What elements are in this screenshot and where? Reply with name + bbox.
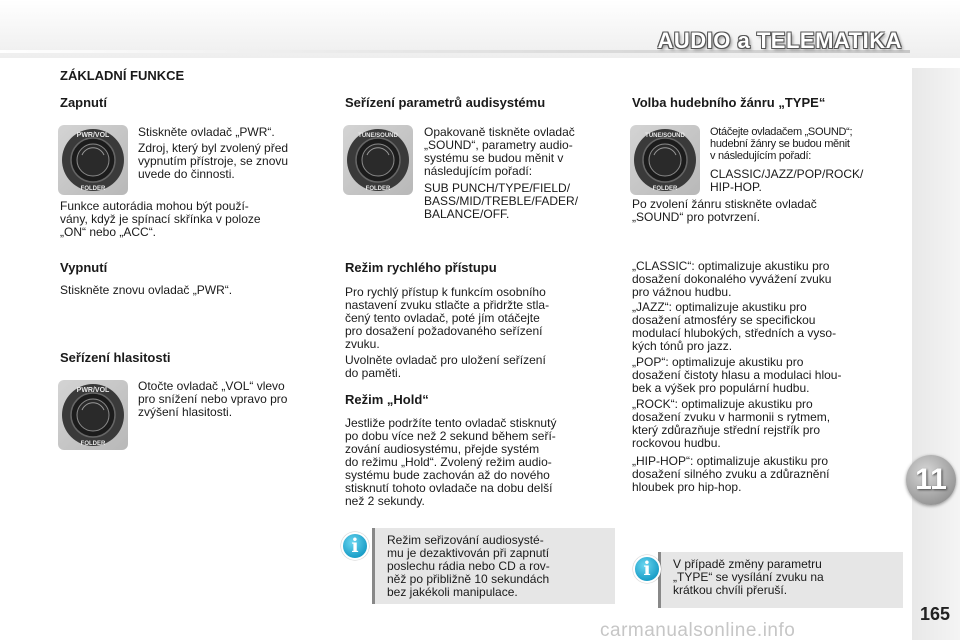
info-icon: i — [633, 555, 661, 583]
hlasitost-p1 — [138, 380, 328, 419]
text-line: nastavení zvuku stlačte a přidržte stla- — [345, 298, 550, 312]
knob-label-folder: FOLDER — [80, 441, 106, 447]
text-line: po dobu více než 2 sekund během seří- — [345, 429, 556, 443]
pwr-vol-knob-icon — [58, 125, 128, 195]
text-line: pro vážnou hudbu. — [632, 285, 732, 299]
text-line: CLASSIC/JAZZ/POP/ROCK/ — [710, 167, 864, 181]
sound-knob-image — [630, 125, 700, 195]
section-title: ZÁKLADNÍ FUNKCE — [60, 68, 185, 83]
text-line: do režimu „Hold“. Zvolený režim audio- — [345, 455, 552, 469]
rychly-p2 — [345, 354, 614, 380]
style-classic — [632, 260, 903, 299]
knob-label-folder: FOLDER — [80, 186, 106, 192]
text-line: Pro rychlý přístup k funkcím osobního — [345, 285, 546, 299]
chapter-number: 11 — [915, 463, 947, 496]
text-line: „TYPE“ se vysílání zvuku na — [673, 570, 824, 584]
text-line: krátkou chvíli přeruší. — [673, 583, 788, 597]
knob-label-tune: TUNE/SOUND — [358, 133, 398, 139]
text-line: který zdůrazňuje střední rejstřík pro — [632, 423, 821, 437]
text-line: systému bude zachován až do nového — [345, 468, 550, 482]
knob-label-tune: TUNE/SOUND — [645, 133, 685, 139]
text-line: „ON“ nebo „ACC“. — [60, 225, 157, 239]
text-line: dosažení atmosféry se specifickou — [632, 313, 816, 327]
chapter-strip — [912, 68, 960, 640]
text-line: SUB PUNCH/TYPE/FIELD/ — [424, 181, 571, 195]
heading-hlasitost: Seřízení hlasitosti — [60, 350, 171, 365]
watermark: carmanualsonline.info — [600, 620, 796, 640]
text-line: V případě změny parametru — [673, 557, 822, 571]
heading-rychly: Režim rychlého přístupu — [345, 260, 497, 275]
heading-hold: Režim „Hold“ — [345, 392, 429, 407]
text-line: do paměti. — [345, 366, 402, 380]
text-line: následujícím pořadí: — [424, 164, 533, 178]
zapnuti-p1: Stiskněte ovladač „PWR“. — [138, 125, 275, 139]
zapnuti-p3 — [60, 200, 328, 239]
info-icon: i — [341, 532, 369, 560]
audio-p2 — [424, 182, 614, 221]
text-line: dosažení zvuku v harmonii s rytmem, — [632, 410, 831, 424]
text-line: „ROCK“: optimalizuje akustiku pro — [632, 397, 813, 411]
heading-audio: Seřízení parametrů audisystému — [345, 95, 546, 110]
info-audio-text — [387, 534, 609, 599]
text-line: vány, když je spínací skřínka v poloze — [60, 212, 261, 226]
text-line: zování audiosystému, přejde systém — [345, 442, 540, 456]
text-line: pro snížení nebo vpravo pro — [138, 392, 288, 406]
text-line: pro dosažení požadovaného seřízení — [345, 324, 543, 338]
style-hiphop — [632, 455, 903, 494]
text-line: BALANCE/OFF. — [424, 207, 510, 221]
text-line: kých tónů pro jazz. — [632, 339, 733, 353]
style-pop — [632, 356, 903, 395]
style-rock — [632, 398, 903, 450]
text-line: Otočte ovladač „VOL“ vlevo — [138, 379, 285, 393]
text-line: dosažení čistoty hlasu a modulaci hlou- — [632, 368, 842, 382]
rychly-p1 — [345, 286, 614, 351]
pwr-vol-knob-image — [58, 125, 128, 195]
text-line: dosažení dokonalého vyvážení zvuku — [632, 272, 832, 286]
vol-knob-image — [58, 380, 128, 450]
text-line: Uvolněte ovladač pro uložení seřízení — [345, 353, 546, 367]
text-line: stisknutí tohoto ovladače na dobu delší — [345, 481, 553, 495]
text-line: „SOUND“ pro potvrzení. — [632, 210, 761, 224]
style-jazz — [632, 301, 903, 353]
knob-label-pwr: PWR/VOL — [76, 387, 110, 394]
text-line: zvuku. — [345, 337, 380, 351]
page-number: 165 — [920, 604, 951, 624]
audio-p1 — [424, 126, 614, 178]
page-header-title: AUDIO a TELEMATIKA — [657, 28, 902, 53]
tune-sound-knob-icon — [343, 125, 413, 195]
text-line: čený tento ovladač, poté jím otáčejte — [345, 311, 540, 325]
text-line: bek a výšek pro populární hudbu. — [632, 381, 810, 395]
text-line: BASS/MID/TREBLE/FADER/ — [424, 194, 579, 208]
text-line: zvýšení hlasitosti. — [138, 405, 233, 419]
text-line: poslechu rádia nebo CD a rov- — [387, 559, 550, 573]
text-line: „HIP-HOP“: optimalizuje akustiku pro — [632, 454, 829, 468]
vypnuti-p1: Stiskněte znovu ovladač „PWR“. — [60, 283, 233, 297]
text-line: Jestliže podržíte tento ovladač stisknutý — [345, 416, 557, 430]
text-line: Režim seřizování audiosysté- — [387, 533, 544, 547]
text-line: něž po přibližně 10 sekundách — [387, 572, 550, 586]
text-line: mu je dezaktivován při zapnutí — [387, 546, 550, 560]
text-line: modulací hlubokých, středních a vyso- — [632, 326, 837, 340]
info-box-audio — [372, 528, 615, 604]
vol-knob-icon — [58, 380, 128, 450]
zapnuti-p2 — [138, 142, 328, 181]
info-type-text — [673, 558, 898, 597]
hold-p1 — [345, 417, 614, 508]
text-line: vypnutím přístroje, se znovu — [138, 154, 289, 168]
zanr-p3 — [632, 198, 903, 224]
text-line: „CLASSIC“: optimalizuje akustiku pro — [632, 259, 830, 273]
knob-label-pwr: PWR/VOL — [76, 132, 110, 139]
knob-label-folder: FOLDER — [365, 186, 391, 192]
heading-zapnuti: Zapnutí — [60, 95, 107, 110]
text-line: bez jakékoli manipulace. — [387, 585, 518, 599]
heading-zanr: Volba hudebního žánru „TYPE“ — [632, 95, 826, 110]
tune-sound-knob-image — [343, 125, 413, 195]
text-line: Opakovaně tiskněte ovladač — [424, 125, 575, 139]
chapter-badge — [906, 455, 956, 505]
info-box-type — [658, 552, 903, 608]
text-line: „POP“: optimalizuje akustiku pro — [632, 355, 804, 369]
text-line: než 2 sekundy. — [345, 494, 425, 508]
text-line: v následujícím pořadí: — [710, 150, 812, 162]
text-line: hudební žánry se budou měnit — [710, 138, 850, 150]
heading-vypnuti: Vypnutí — [60, 260, 108, 275]
zanr-p2 — [710, 168, 903, 194]
text-line: rockovou hudbu. — [632, 436, 721, 450]
knob-label-folder: FOLDER — [652, 186, 678, 192]
text-line: dosažení silného zvuku a zdůraznění — [632, 467, 830, 481]
text-line: „JAZZ“: optimalizuje akustiku pro — [632, 300, 807, 314]
zanr-p1 — [710, 126, 903, 162]
sound-knob-icon — [630, 125, 700, 195]
text-line: Funkce autorádia mohou být použí- — [60, 199, 249, 213]
text-line: uvede do činnosti. — [138, 167, 235, 181]
text-line: hloubek pro hip-hop. — [632, 480, 742, 494]
text-line: „SOUND“, parametry audio- — [424, 138, 573, 152]
text-line: Otáčejte ovladačem „SOUND“; — [710, 126, 853, 138]
text-line: Po zvolení žánru stiskněte ovladač — [632, 197, 817, 211]
text-line: systému se budou měnit v — [424, 151, 564, 165]
text-line: HIP-HOP. — [710, 180, 762, 194]
text-line: Zdroj, který byl zvolený před — [138, 141, 289, 155]
